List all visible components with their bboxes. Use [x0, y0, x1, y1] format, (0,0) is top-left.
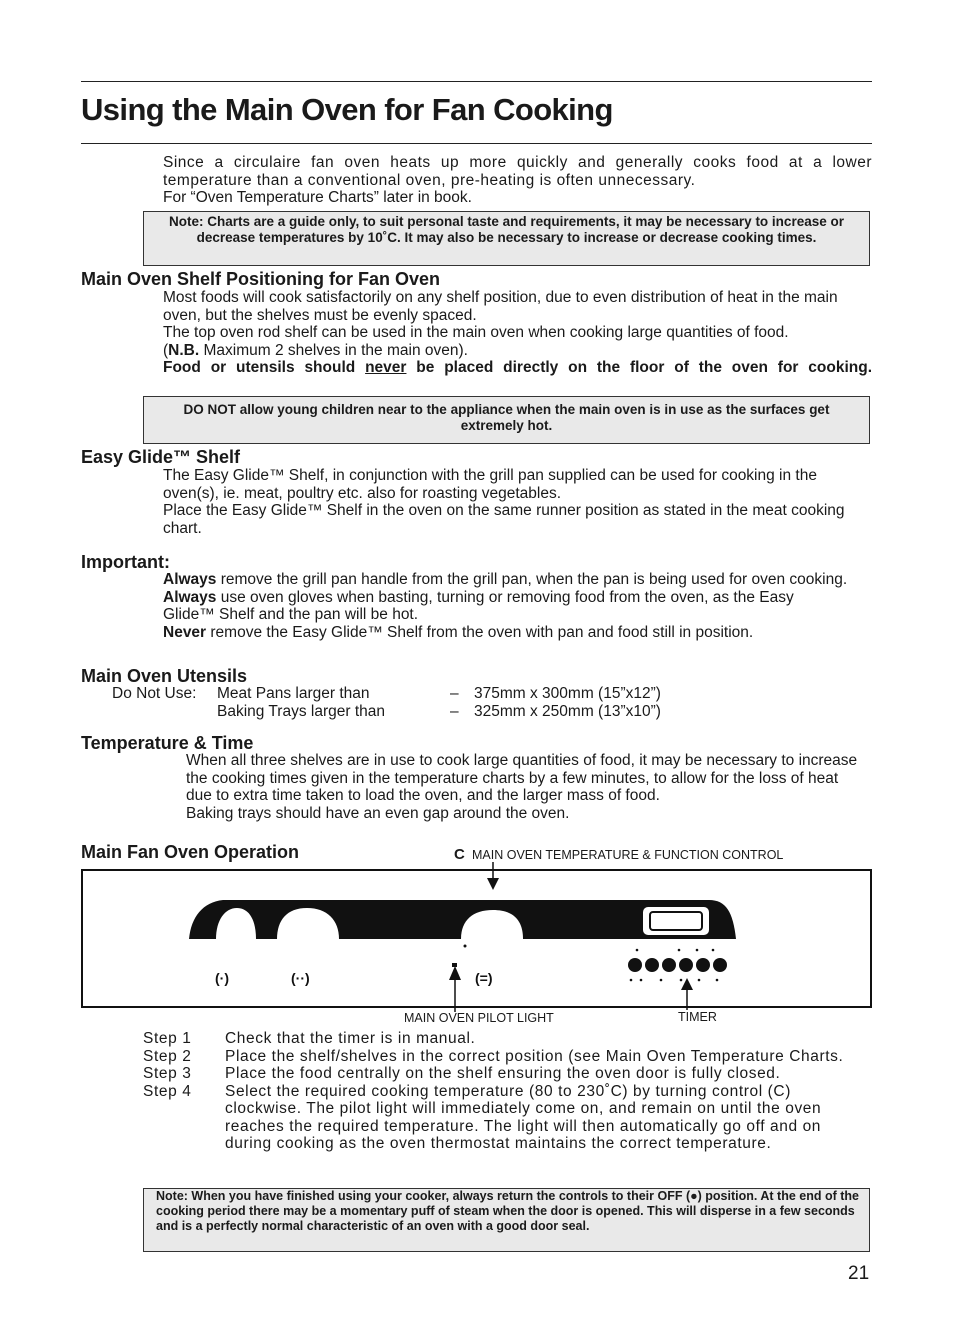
- control-panel-diagram: [81, 862, 873, 1012]
- utensil-size: 325mm x 250mm (13”x10”): [474, 702, 661, 720]
- page-title: Using the Main Oven for Fan Cooking: [81, 92, 613, 127]
- steps-list: [143, 1030, 872, 1153]
- nb-open: (: [163, 341, 169, 359]
- easy-glide-p1: The Easy Glide™ Shelf, in conjunction with the grill pan supplied can be used for cooking in the oven(s), ie. meat, poultry etc. also for roasting vegetables.: [163, 467, 817, 502]
- important-item-2: [163, 589, 843, 624]
- control-c-label: MAIN OVEN TEMPERATURE & FUNCTION CONTROL: [472, 848, 784, 862]
- page-number: 21: [848, 1263, 870, 1284]
- intro-text: Since a circulaire fan oven heats up more quickly and generally cooks food at a lower temperature than a conventional oven, pre-heating is often unnecessary.: [163, 154, 872, 189]
- heading-easy-glide: Easy Glide™ Shelf: [81, 447, 241, 467]
- heading-fan-operation: Main Fan Oven Operation: [81, 842, 300, 862]
- do-not-use-label: Do Not Use:: [112, 685, 197, 702]
- top-rule: [81, 81, 872, 82]
- temperature-time-p1: When all three shelves are in use to cook large quantities of food, it may be necessary to increase the cooking times given in the temperature charts by a few minutes, to allow for the loss of heat due to extra time taken to load the oven, and the larger mass of food.: [186, 752, 858, 804]
- pilot-light-icon: [452, 963, 457, 967]
- step-text: Place the shelf/shelves in the correct position (see Main Oven Temperature Charts.: [225, 1047, 844, 1065]
- timer-button-1: [628, 958, 642, 972]
- floor-warning: [163, 359, 872, 377]
- shelf-positioning-section: [163, 289, 872, 377]
- control-c-letter: C: [454, 846, 465, 863]
- step-label: Step 2: [143, 1047, 192, 1065]
- shelf-positioning-p2: [163, 324, 872, 359]
- note-charts-guide: [143, 211, 870, 266]
- note-off-position-text: Note: When you have finished using your cooker, always return the controls to their OFF (●) position. At the end of the cooking period there may be a momentary puff of steam when the door is opened. This will disperse in a few seconds and is a perfectly normal characteristic of an oven with a good door seal.: [156, 1189, 859, 1233]
- important-item-1: [163, 571, 872, 589]
- important-item-1-text: remove the grill pan handle from the grill pan, when the pan is being used for oven cooking.: [216, 571, 848, 588]
- floor-warning-pre: Food or utensils should: [163, 359, 366, 376]
- step-text: Check that the timer is in manual.: [225, 1030, 476, 1047]
- temperature-time-section: [186, 752, 866, 822]
- step-item: [143, 1083, 872, 1153]
- floor-warning-never: never: [365, 359, 407, 376]
- step-item: [143, 1048, 872, 1066]
- timer-button-6: [713, 958, 727, 972]
- important-item-2-bold: Always: [163, 588, 217, 606]
- step-label: Step 4: [143, 1082, 192, 1100]
- knob-2-symbol-icon: (··): [291, 970, 310, 986]
- pilot-light-label: MAIN OVEN PILOT LIGHT: [404, 1011, 554, 1025]
- heading-temperature-time: Temperature & Time: [81, 733, 254, 753]
- important-section: [163, 571, 872, 641]
- important-item-1-bold: Always: [163, 571, 217, 588]
- temperature-time-p2: Baking trays should have an even gap around the oven.: [186, 804, 570, 822]
- timer-button-5: [696, 958, 710, 972]
- utensil-item: Meat Pans larger than: [217, 685, 370, 702]
- easy-glide-section: [163, 467, 872, 537]
- children-warning-text: DO NOT allow young children near to the appliance when the main oven is in use as the surfaces get extremely hot.: [183, 402, 830, 433]
- utensil-item: Baking Trays larger than: [217, 702, 386, 720]
- important-item-3-text: remove the Easy Glide™ Shelf from the oven with pan and food still in position.: [206, 623, 754, 641]
- utensil-dash: –: [450, 685, 459, 702]
- step-text: Place the food centrally on the shelf ensuring the oven door is fully closed.: [225, 1065, 781, 1082]
- nb-text: Maximum 2 shelves in the main oven).: [199, 341, 468, 359]
- nb-label: N.B.: [168, 341, 200, 359]
- shelf-positioning-p1: Most foods will cook satisfactorily on any shelf position, due to even distribution of heat in the main oven, but the shelves must be evenly spaced.: [163, 289, 838, 324]
- step-label: Step 1: [143, 1030, 192, 1047]
- heading-important: Important:: [81, 552, 170, 572]
- intro-section: [163, 154, 872, 207]
- charts-reference: For “Oven Temperature Charts” later in book.: [163, 189, 472, 206]
- knob-1-symbol-icon: (·): [215, 970, 229, 986]
- title-rule: [81, 143, 872, 144]
- step-item: [143, 1030, 872, 1048]
- utensil-size: 375mm x 300mm (15”x12”): [474, 685, 661, 702]
- step-text: Select the required cooking temperature (80 to 230˚C) by turning control (C) clockwise. The pilot light will immediately come on, and remain on until the oven reaches the required temperature. The light will then automatically go off and on during cooking as the oven thermostat maintains the correct temperature.: [225, 1082, 822, 1152]
- step-label: Step 3: [143, 1065, 192, 1082]
- heading-shelf-positioning: Main Oven Shelf Positioning for Fan Oven: [81, 269, 441, 289]
- pilot-dot: [464, 945, 467, 948]
- heading-utensils: Main Oven Utensils: [81, 666, 248, 686]
- timer-button-3: [662, 958, 676, 972]
- shelf-positioning-p2-text: The top oven rod shelf can be used in the main oven when cooking large quantities of food.: [163, 324, 789, 341]
- timer-button-2: [645, 958, 659, 972]
- timer-button-4: [679, 958, 693, 972]
- step-item: [143, 1065, 872, 1083]
- timer-label: TIMER: [678, 1010, 717, 1024]
- floor-warning-post: be placed directly on the floor of the oven for cooking.: [406, 359, 873, 376]
- note-off-position: [143, 1188, 870, 1252]
- easy-glide-p2: Place the Easy Glide™ Shelf in the oven on the same runner position as stated in the meat cooking chart.: [163, 502, 845, 537]
- note-charts-guide-text: Note: Charts are a guide only, to suit personal taste and requirements, it may be necessary to increase or decrease temperatures by 10˚C. It may also be necessary to increase or decrease cooking times.: [169, 214, 844, 245]
- knob-c-symbol-icon: (=): [475, 970, 493, 986]
- children-warning-box: [143, 396, 870, 444]
- important-item-3-bold: Never: [163, 623, 207, 641]
- utensil-dash: –: [450, 702, 459, 720]
- important-item-2-text: use oven gloves when basting, turning or removing food from the oven, as the Easy Glide™ Shelf and the pan will be hot.: [163, 588, 794, 623]
- important-item-3: [163, 624, 872, 642]
